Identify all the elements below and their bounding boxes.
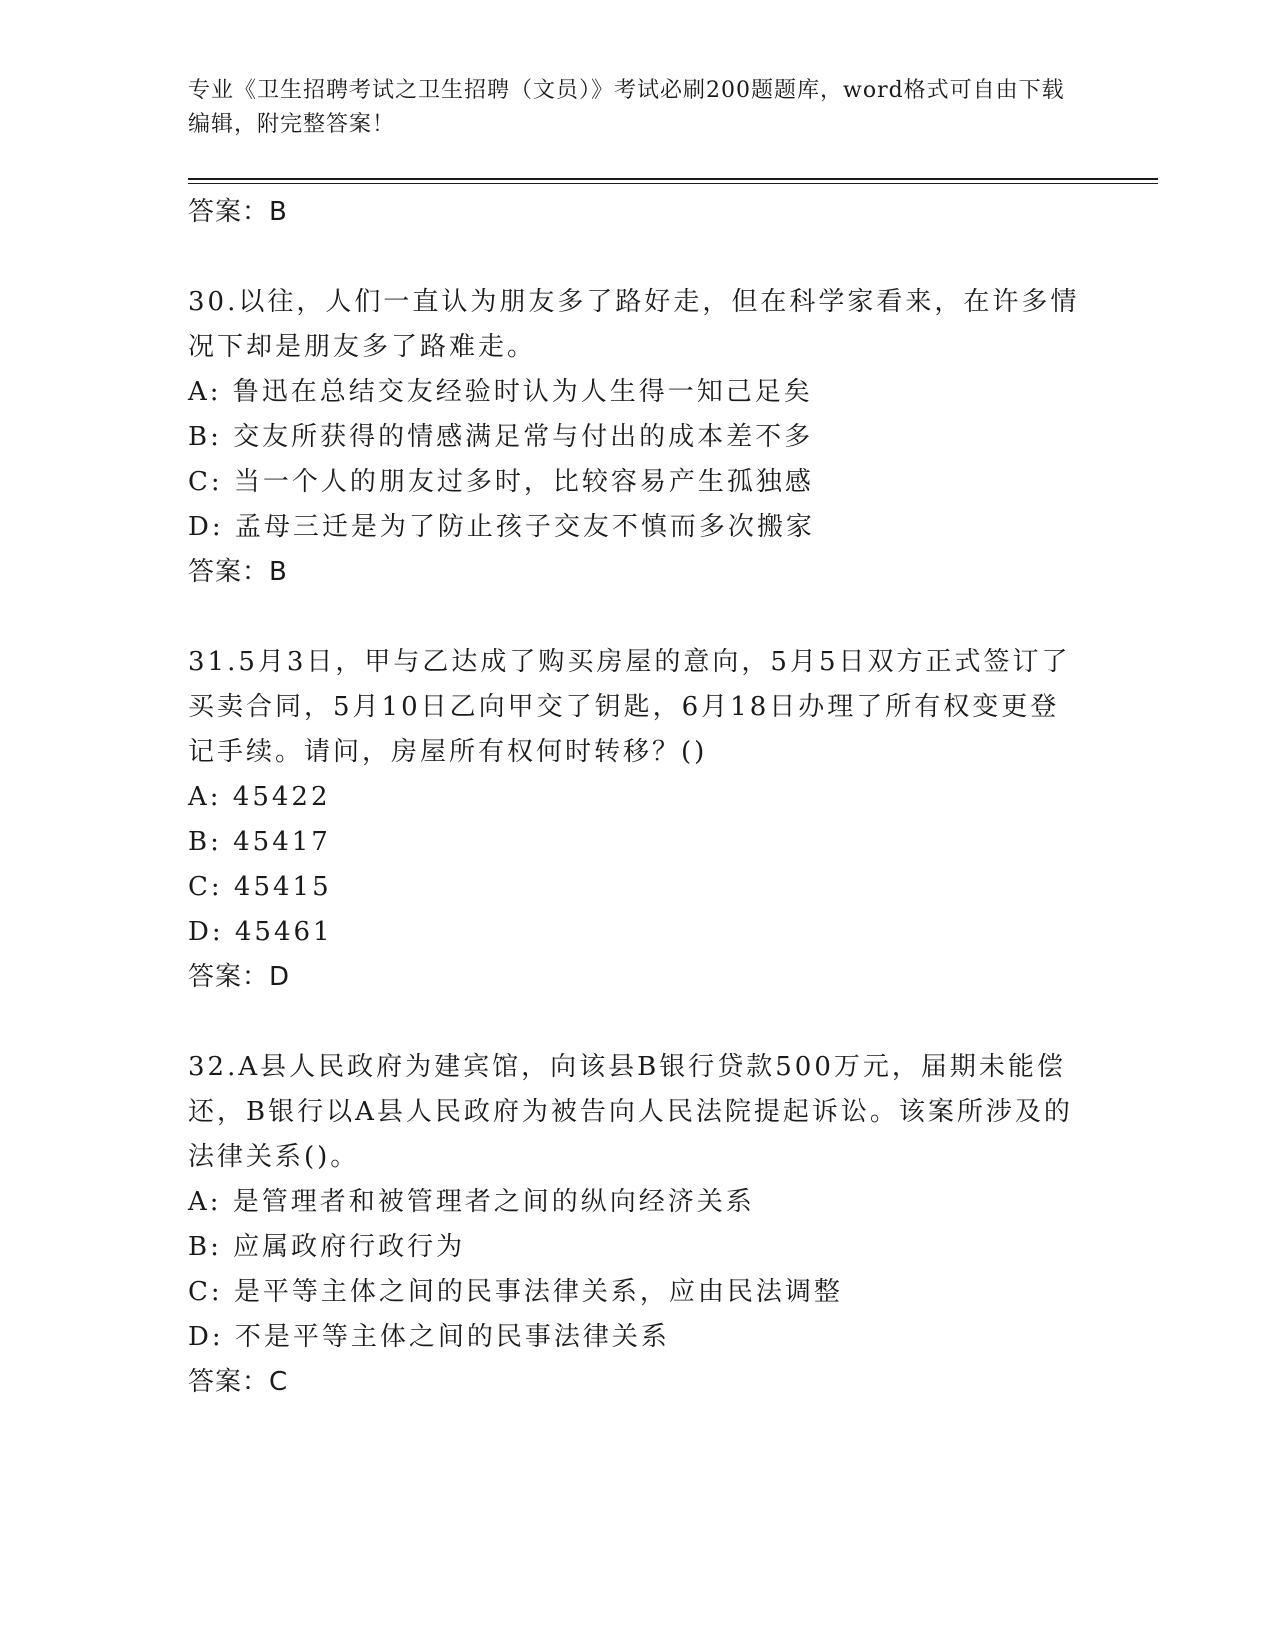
page-header: 专业《卫生招聘考试之卫生招聘（文员）》考试必刷200题题库，word格式可自由下载编辑，附完整答案！ <box>188 78 1065 137</box>
option-c: C: 当一个人的朋友过多时，比较容易产生孤独感 <box>188 467 814 497</box>
option-c: C: 45415 <box>188 872 332 902</box>
option-b: B: 45417 <box>188 827 331 857</box>
question-block <box>188 1045 1088 1404</box>
question-block <box>188 280 1088 594</box>
option-a: A: 鲁迅在总结交友经验时认为人生得一知己足矣 <box>188 377 813 407</box>
option-c: C: 是平等主体之间的民事法律关系，应由民法调整 <box>188 1277 843 1307</box>
question-text: 30.以往，人们一直认为朋友多了路好走，但在科学家看来，在许多情况下却是朋友多了路难走。 <box>188 287 1080 362</box>
option-b: B: 应属政府行政行为 <box>188 1232 466 1262</box>
spacer <box>188 999 1088 1045</box>
question-text: 32.A县人民政府为建宾馆，向该县B银行贷款500万元，届期未能偿还，B银行以A县人民政府为被告向人民法院提起诉讼。该案所涉及的法律关系()。 <box>188 1052 1073 1172</box>
spacer <box>188 594 1088 640</box>
header-rule-thick <box>188 178 1158 180</box>
answer-line: 答案：B <box>188 197 288 227</box>
option-a: A: 是管理者和被管理者之间的纵向经济关系 <box>188 1187 755 1217</box>
option-d: D: 不是平等主体之间的民事法律关系 <box>188 1322 670 1352</box>
header-rule-thin <box>188 183 1158 184</box>
option-d: D: 45461 <box>188 917 333 947</box>
question-block <box>188 640 1088 999</box>
answer-line: 答案：C <box>188 1367 289 1397</box>
option-d: D: 孟母三迁是为了防止孩子交友不慎而多次搬家 <box>188 512 815 542</box>
option-b: B: 交友所获得的情感满足常与付出的成本差不多 <box>188 422 814 452</box>
answer-line: 答案：B <box>188 557 288 587</box>
answer-line: 答案：D <box>188 962 291 992</box>
question-content <box>188 190 1088 1404</box>
spacer <box>188 234 1088 280</box>
option-a: A: 45422 <box>188 782 331 812</box>
question-text: 31.5月3日，甲与乙达成了购买房屋的意向，5月5日双方正式签订了买卖合同，5月10日乙向甲交了钥匙，6月18日办理了所有权变更登记手续。请问，房屋所有权何时转移？() <box>188 647 1071 767</box>
